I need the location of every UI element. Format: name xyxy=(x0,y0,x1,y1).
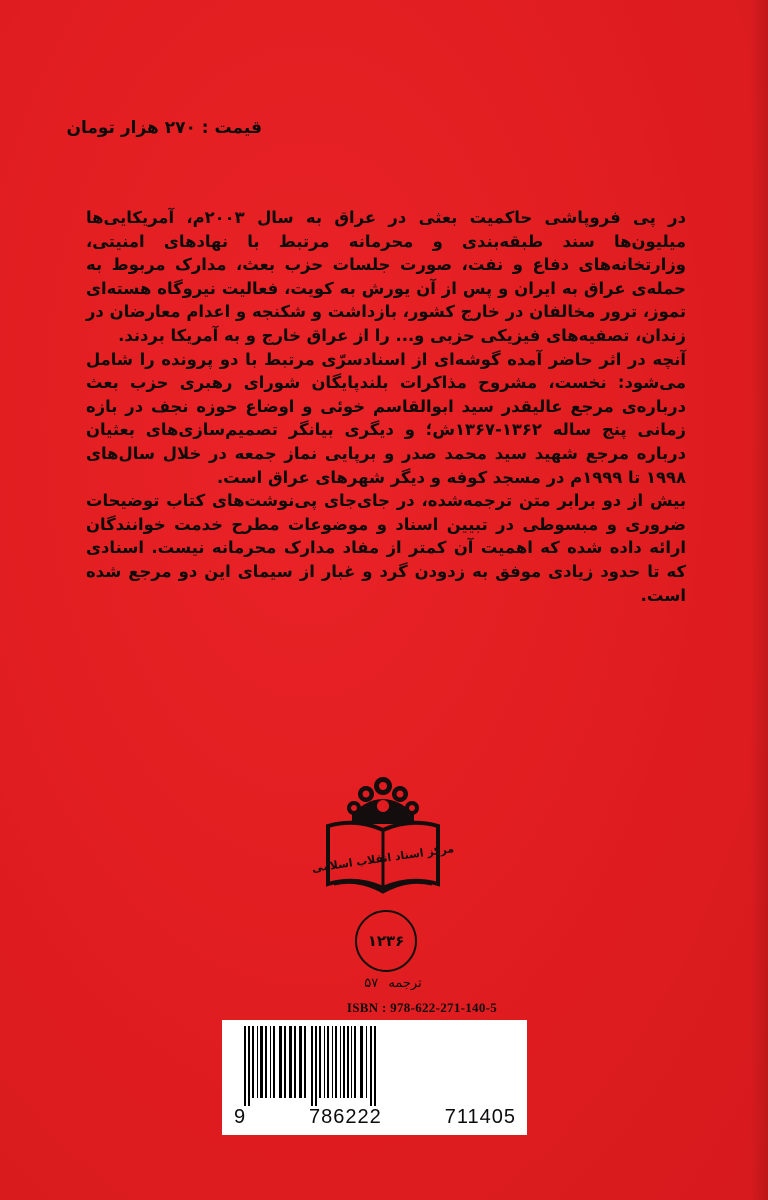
barcode-bar xyxy=(354,1026,356,1098)
barcode-bar xyxy=(332,1026,333,1098)
series-label xyxy=(338,976,448,991)
barcode-bar xyxy=(324,1026,325,1098)
barcode-bar xyxy=(252,1026,254,1098)
barcode-bar xyxy=(347,1026,349,1098)
barcode-bar xyxy=(248,1026,250,1106)
barcode-bar xyxy=(294,1026,296,1098)
barcode-bars xyxy=(236,1026,514,1106)
barcode-bar xyxy=(304,1026,306,1098)
barcode-digit-group-2: 711405 xyxy=(444,1106,516,1128)
barcode-bar xyxy=(319,1026,321,1098)
series-number: ۱۲۳۶ xyxy=(367,932,405,950)
barcode-bar xyxy=(343,1026,345,1098)
barcode-bar xyxy=(315,1026,317,1106)
cover-edge-shadow xyxy=(750,0,768,1200)
isbn: ISBN : 978-622-271-140-5 xyxy=(346,1000,498,1015)
publisher-logo xyxy=(311,764,455,896)
barcode-bar xyxy=(244,1026,246,1106)
series-number-badge xyxy=(355,910,417,972)
barcode-digits xyxy=(234,1106,516,1129)
barcode xyxy=(222,1020,527,1135)
barcode-bar xyxy=(260,1026,263,1098)
barcode-bar xyxy=(279,1026,282,1098)
barcode-bar xyxy=(360,1026,363,1098)
barcode-bar xyxy=(289,1026,292,1098)
barcode-bar xyxy=(370,1026,372,1106)
barcode-bar xyxy=(366,1026,367,1098)
barcode-bar xyxy=(270,1026,271,1098)
blurb-paragraph-2: آنچه در اثر حاضر آمده گوشه‌ای از اسنادسرّی مرتبط با دو پرونده را شامل می‌شود: نخست، مشروح مذاکرات بلندپایگان شورای رهبری حزب بعث درباره‌ی مرجع عالیقدر سید ابوالقاسم خوئی و اوضاع حوزه نجف در بازه زمانی پنج ساله ۱۳۶۲-۱۳۶۷ش؛ و دیگری بیانگر تصمیم‌سازی‌های بعثیان درباره مرجع شهید سید محمد صدر و برپایی نماز جمعه در خلال سال‌های ۱۹۹۸ تا ۱۹۹۹م در مسجد کوفه و دیگر شهرهای عراق است. xyxy=(86,349,686,487)
barcode-bar xyxy=(257,1026,258,1098)
logo-text: مرکز اسناد انقلاب اسلامی xyxy=(311,842,455,875)
barcode-bar xyxy=(374,1026,376,1106)
barcode-bar xyxy=(265,1026,267,1098)
barcode-bar xyxy=(299,1026,302,1098)
barcode-bar xyxy=(273,1026,275,1098)
barcode-bar xyxy=(340,1026,341,1098)
barcode-bar xyxy=(335,1026,337,1098)
barcode-digit-lead: 9 xyxy=(234,1106,247,1128)
price-label: قیمت : ۲۷۰ هزار تومان xyxy=(66,118,262,138)
series-label-text: ترجمه xyxy=(388,976,422,991)
blurb xyxy=(86,206,686,607)
barcode-bar xyxy=(284,1026,286,1098)
blurb-paragraph-3: بیش از دو برابر متن ترجمه‌شده، در جای‌جای پی‌نوشت‌های کتاب توضیحات ضروری و مبسوطی در تبیین اسناد و موضوعات مطرح خدمت خوانندگان ارائه داده شده که اهمیت آن کمتر از مفاد مدارک محرمانه نیست. اسنادی که تا حدود زیادی موفق به زدودن گرد و غبار از سیمای این دو مرجع شده است. xyxy=(86,491,686,605)
barcode-bar xyxy=(311,1026,313,1106)
barcode-bar xyxy=(327,1026,329,1098)
barcode-bar xyxy=(351,1026,352,1098)
barcode-digit-group-1: 786222 xyxy=(309,1106,382,1128)
series-label-number: ۵۷ xyxy=(364,976,379,991)
blurb-paragraph-1: در پی فروپاشی حاکمیت بعثی در عراق به سال ۲۰۰۳م، آمریکایی‌ها میلیون‌ها سند طبقه‌بندی و محرمانه مرتبط با نهادهای امنیتی، وزارتخانه‌های دفاع و نفت، صورت جلسات حزب بعث، مدارک مربوط به حمله‌ی عراق به ایران و پس از آن یورش به کویت، فعالیت نیروگاه هسته‌ای تموز، ترور مخالفان در خارج کشور، بازداشت و شکنجه و اعدام معارضان در زندان، تصفیه‌های فیزیکی حزبی و... را از عراق خارج و به آمریکا بردند. xyxy=(86,208,686,345)
